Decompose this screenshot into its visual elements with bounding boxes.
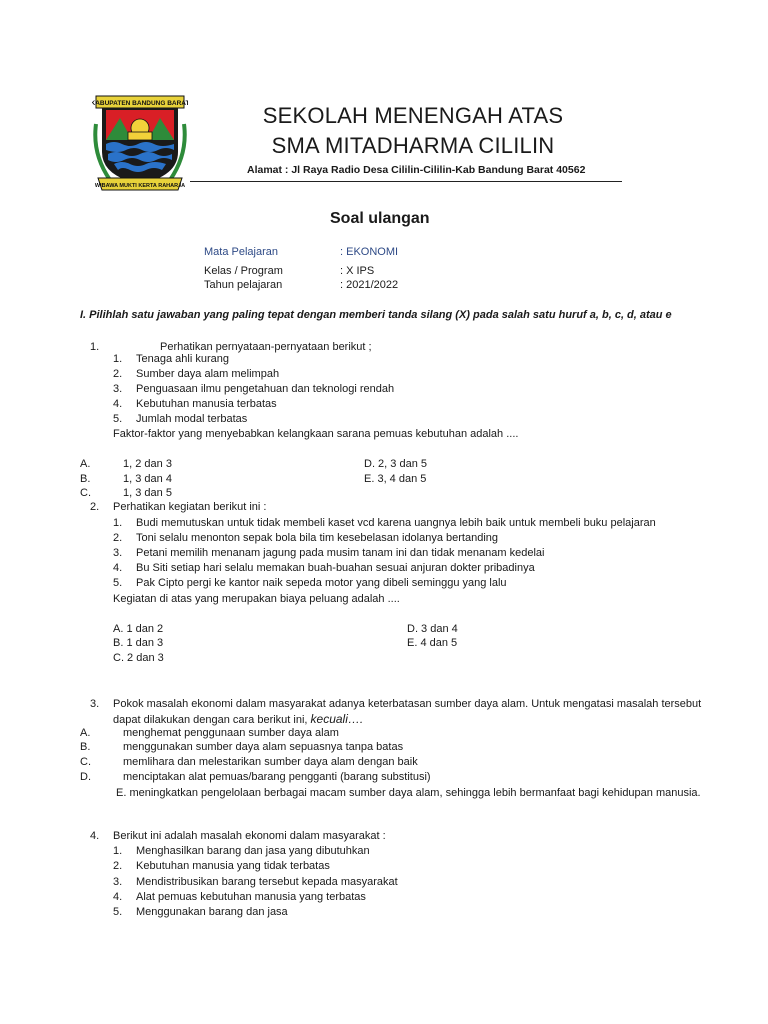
q1-option-c[interactable]: 1, 3 dan 5 [123,487,172,499]
header-divider [190,181,622,182]
class-label: Kelas / Program [204,265,283,277]
school-address: Alamat : Jl Raya Radio Desa Cililin-Cililin-Kab Bandung Barat 40562 [247,164,586,176]
q2-item-1-num: 1. [113,517,123,529]
q3-option-c[interactable]: memlihara dan melestarikan sumber daya alam dengan baik [123,756,418,768]
q1-item-5: Jumlah modal terbatas [136,413,248,425]
q3-text-line2 [113,712,363,727]
crest-emblem [92,94,188,194]
q3-option-d-letter[interactable]: D. [80,771,91,783]
class-value: : X IPS [340,265,375,277]
subject-value: : EKONOMI [340,246,399,258]
q2-text: Perhatikan kegiatan berikut ini : [113,501,267,513]
q2-item-4: Bu Siti setiap hari selalu memakan buah-buahan sesuai anjuran dokter pribadinya [136,562,535,574]
q1-item-4: Kebutuhan manusia terbatas [136,398,277,410]
q3-option-c-letter[interactable]: C. [80,756,91,768]
year-label: Tahun pelajaran [204,279,283,291]
school-name-line1: SEKOLAH MENENGAH ATAS [262,103,564,128]
q3-option-a-letter[interactable]: A. [80,727,91,739]
q2-option-d[interactable]: D. 3 dan 4 [407,623,458,635]
q4-item-2: Kebutuhan manusia yang tidak terbatas [136,860,330,872]
q3-text-line2-main: dapat dilakukan dengan cara berikut ini, [113,714,311,726]
q1-item-2: Sumber daya alam melimpah [136,368,280,380]
q4-item-5: Menggunakan barang dan jasa [136,906,288,918]
q3-text-line1: Pokok masalah ekonomi dalam masyarakat adanya keterbatasan sumber daya alam. Untuk mengatasi masalah tersebut [113,698,702,710]
q3-option-e[interactable]: E. meningkatkan pengelolaan berbagai macam sumber daya alam, sehingga lebih bermanfaat bagi kehidupan manusia. [116,787,701,799]
q2-item-2-num: 2. [113,532,123,544]
q2-number: 2. [90,501,100,513]
q3-option-b[interactable]: menggunakan sumber daya alam sepuasnya tanpa batas [123,741,404,753]
q3-option-a[interactable]: menghemat penggunaan sumber daya alam [123,727,339,739]
q1-stem: Faktor-faktor yang menyebabkan kelangkaan sarana pemuas kebutuhan adalah .... [113,428,519,440]
subject-label: Mata Pelajaran [204,246,278,258]
q2-option-c[interactable]: C. 2 dan 3 [113,652,164,664]
q2-stem: Kegiatan di atas yang merupakan biaya peluang adalah .... [113,593,400,605]
school-logo [92,94,188,194]
q4-text: Berikut ini adalah masalah ekonomi dalam masyarakat : [113,830,386,842]
q1-item-1-num: 1. [113,353,123,365]
q1-item-1: Tenaga ahli kurang [136,353,229,365]
school-name-line2: SMA MITADHARMA CILILIN [271,133,555,158]
q2-item-5-num: 5. [113,577,123,589]
q1-item-3-num: 3. [113,383,123,395]
q4-item-1-num: 1. [113,845,123,857]
q2-option-a[interactable]: A. 1 dan 2 [113,623,164,635]
q1-text: Perhatikan pernyataan-pernyataan berikut ; [160,341,372,353]
logo-top-text: KABUPATEN BANDUNG BARAT [92,100,188,107]
q3-number: 3. [90,698,100,710]
q1-option-a-letter[interactable]: A. [80,458,91,470]
q2-item-2: Toni selalu menonton sepak bola bila tim kesebelasan idolanya bertanding [136,532,499,544]
q2-item-1: Budi memutuskan untuk tidak membeli kaset vcd karena uangnya lebih baik untuk membeli buku pelajaran [136,517,656,529]
q1-option-b-letter[interactable]: B. [80,473,91,485]
logo-bottom-text: WIBAWA MUKTI KERTA RAHARJA [94,183,186,189]
q1-option-b[interactable]: 1, 3 dan 4 [123,473,172,485]
q4-item-1: Menghasilkan barang dan jasa yang dibutuhkan [136,845,370,857]
q1-number: 1. [90,341,100,353]
q4-item-2-num: 2. [113,860,123,872]
q3-option-d[interactable]: menciptakan alat pemuas/barang pengganti (barang substitusi) [123,771,431,783]
q4-item-5-num: 5. [113,906,123,918]
q1-item-5-num: 5. [113,413,123,425]
exam-title: Soal ulangan [330,210,430,227]
q1-option-a[interactable]: 1, 2 dan 3 [123,458,172,470]
year-value: : 2021/2022 [340,279,399,291]
q1-item-4-num: 4. [113,398,123,410]
q2-item-4-num: 4. [113,562,123,574]
q2-option-b[interactable]: B. 1 dan 3 [113,637,164,649]
q1-item-2-num: 2. [113,368,123,380]
q2-option-e[interactable]: E. 4 dan 5 [407,637,458,649]
q3-text-line2-italic: kecuali…. [310,712,364,726]
q4-item-3-num: 3. [113,876,123,888]
q3-option-b-letter[interactable]: B. [80,741,91,753]
q4-item-3: Mendistribusikan barang tersebut kepada masyarakat [136,876,398,888]
q2-item-3: Petani memilih menanam jagung pada musim tanam ini dan tidak menanam kedelai [136,547,545,559]
q1-option-c-letter[interactable]: C. [80,487,91,499]
q1-option-e[interactable]: E. 3, 4 dan 5 [364,473,427,485]
q1-option-d[interactable]: D. 2, 3 dan 5 [364,458,427,470]
q1-item-3: Penguasaan ilmu pengetahuan dan teknologi rendah [136,383,395,395]
q2-item-3-num: 3. [113,547,123,559]
instruction-text: I. Pilihlah satu jawaban yang paling tepat dengan memberi tanda silang (X) pada salah satu huruf a, b, c, d, atau e [80,309,672,321]
q4-number: 4. [90,830,100,842]
q4-item-4: Alat pemuas kebutuhan manusia yang terbatas [136,891,366,903]
q4-item-4-num: 4. [113,891,123,903]
q2-item-5: Pak Cipto pergi ke kantor naik sepeda motor yang dibeli seminggu yang lalu [136,577,507,589]
